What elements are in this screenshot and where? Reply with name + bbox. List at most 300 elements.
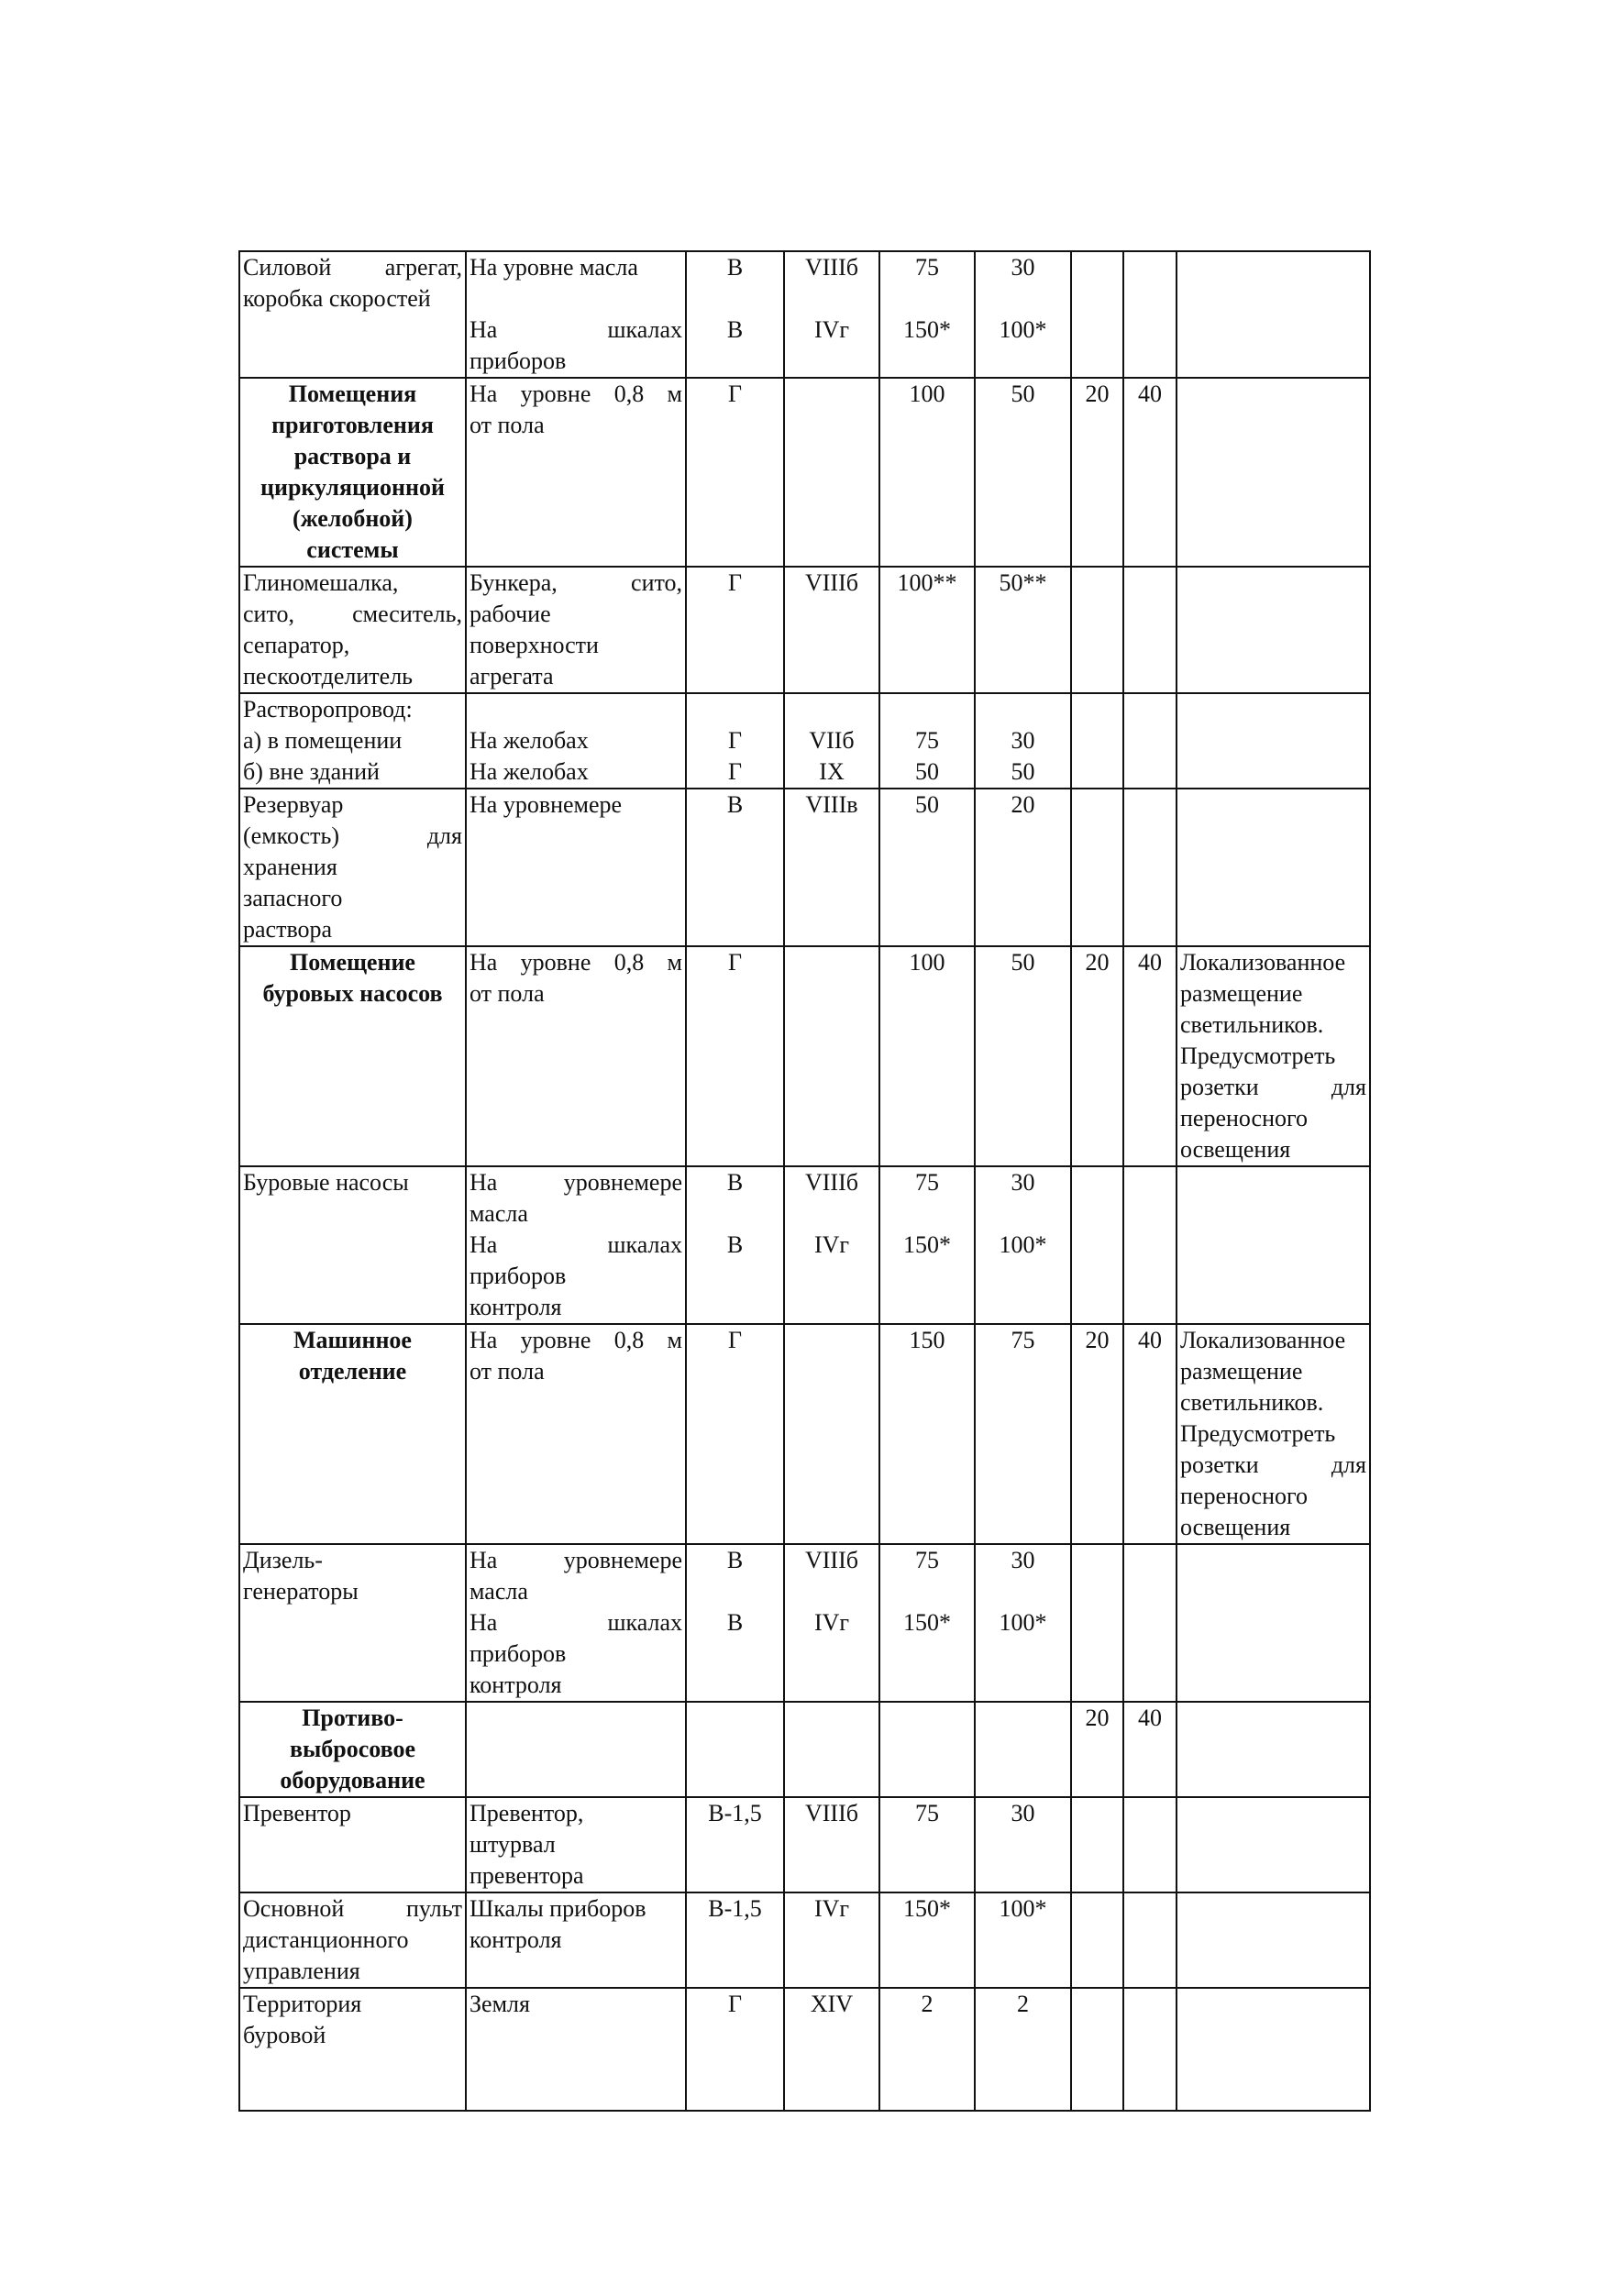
table-row [239,946,1370,1166]
lux-combined-cell-line: 150* [903,1231,951,1258]
grade-cell [784,1988,879,2111]
object-cell-line: б) вне зданий [243,758,380,785]
work-surface-cell-line: На желобах [470,727,589,754]
work-surface-cell-line: Бункера, сито, [470,569,682,596]
lux-combined-cell-line: 2 [921,1991,934,2017]
work-surface-cell-line: На уровнемере [470,1169,682,1196]
coef-2-cell [1123,1544,1177,1702]
coef-1-cell [1071,1797,1123,1892]
grade-cell-line: VIIIв [805,791,858,818]
grade-cell-line [788,379,876,410]
lux-general-cell-line: 2 [1017,1991,1029,2017]
category-cell [686,567,784,693]
lux-general-cell-line: 100* [999,1609,1047,1636]
note-cell-line: освещения [1180,1136,1291,1163]
lux-combined-cell-line [883,694,971,725]
grade-cell [784,1544,879,1702]
work-surface-cell-line: от пола [470,980,545,1007]
lux-combined-cell-line [883,1576,971,1607]
category-cell [686,1702,784,1797]
work-surface-cell-line [470,694,682,725]
object-cell-line: Дизель- [243,1547,323,1573]
coef-1-cell [1071,789,1123,946]
object-cell [239,1892,466,1988]
lux-combined-cell-line: 150* [903,1609,951,1636]
lux-combined-cell-line: 50 [915,791,939,818]
work-surface-cell [466,1892,686,1988]
work-surface-cell-line [470,283,682,314]
coef-2-cell [1123,789,1177,946]
lux-combined-cell-line [883,1703,971,1734]
work-surface-cell-line: поверхности [470,632,599,658]
lux-general-cell-line: 30 [1011,254,1035,281]
table-row [239,1892,1370,1988]
lux-combined-cell-line: 150* [903,316,951,343]
note-cell-line: розетки для [1180,1074,1366,1100]
object-cell-line: оборудование [280,1767,425,1793]
lux-general-cell-line: 75 [1011,1327,1035,1353]
lux-combined-cell-line: 50 [915,758,939,785]
note-cell-line: переносного [1180,1483,1309,1509]
lux-general-cell [975,1544,1071,1702]
lux-combined-cell-line: 75 [915,727,939,754]
lux-combined-cell-line: 75 [915,1800,939,1826]
coef-1-cell-value: 20 [1085,1705,1110,1731]
lux-combined-cell [879,1892,975,1988]
work-surface-cell [466,693,686,789]
category-cell-line [690,1198,780,1230]
lux-general-cell [975,1892,1071,1988]
note-cell-line: переносного [1180,1105,1309,1131]
object-cell [239,567,466,693]
coef-1-cell-value: 20 [1085,949,1110,976]
lux-general-cell-line [978,283,1067,314]
grade-cell-line: XIV [810,1991,854,2017]
object-cell-line: системы [306,536,399,563]
object-cell-line: Помещения [288,381,417,407]
object-cell [239,251,466,378]
category-cell-line: Г [727,1991,743,2017]
grade-cell-line: VIIб [809,727,855,754]
work-surface-cell-line: масла [470,1200,528,1227]
lux-general-cell [975,1166,1071,1324]
work-surface-cell-line: контроля [470,1294,562,1320]
note-cell-line: освещения [1180,1514,1291,1540]
work-surface-cell-line: приборов [470,1263,567,1289]
category-cell-line: Г [727,569,743,596]
object-cell [239,378,466,567]
work-surface-cell [466,378,686,567]
object-cell-line: хранения [243,854,337,880]
lux-general-cell [975,567,1071,693]
coef-1-cell-value: 20 [1085,1327,1110,1353]
coef-1-cell-value: 20 [1085,381,1110,407]
lux-combined-cell [879,946,975,1166]
work-surface-cell-line: рабочие [470,601,551,627]
lux-combined-cell [879,1988,975,2111]
table-row [239,1797,1370,1892]
lux-general-cell [975,946,1071,1166]
table-row [239,1324,1370,1544]
work-surface-cell-line: На уровнемере [470,791,623,818]
work-surface-cell [466,1702,686,1797]
work-surface-cell-line: На уровнемере [470,1547,682,1573]
lux-general-cell-line: 50 [1011,758,1035,785]
object-cell-line: Помещение [290,949,415,976]
lux-general-cell [975,1797,1071,1892]
note-cell-line: светильников. [1180,1011,1324,1038]
work-surface-cell-line: На желобах [470,758,589,785]
grade-cell [784,1324,879,1544]
coef-2-cell [1123,1797,1177,1892]
object-cell-line: (желобной) [293,505,413,532]
lux-combined-cell [879,1166,975,1324]
category-cell-line: В [726,791,744,818]
note-cell [1177,1324,1370,1544]
lux-combined-cell-line: 75 [915,1169,939,1196]
lux-combined-cell [879,1324,975,1544]
category-cell-line: В [726,316,744,343]
grade-cell-line: VIIIб [805,1547,858,1573]
table-row [239,1166,1370,1324]
grade-cell-line: IVг [813,1231,850,1258]
table-row [239,1544,1370,1702]
coef-1-cell [1071,1702,1123,1797]
object-cell-line: Силовой агрегат, [243,254,462,281]
coef-1-cell [1071,1544,1123,1702]
lux-general-cell-line [978,694,1067,725]
lux-combined-cell [879,693,975,789]
coef-2-cell [1123,567,1177,693]
coef-2-cell [1123,693,1177,789]
object-cell-line: Растворопровод: [243,696,413,723]
lux-general-cell [975,251,1071,378]
table-row [239,251,1370,378]
category-cell [686,1797,784,1892]
lux-combined-cell-line [883,1198,971,1230]
grade-cell-line [788,1325,876,1356]
lux-general-cell-line [978,1576,1067,1607]
table-row [239,789,1370,946]
work-surface-cell-line: от пола [470,1358,545,1385]
grade-cell-line: IVг [813,316,850,343]
coef-2-cell [1123,1702,1177,1797]
coef-2-cell [1123,1166,1177,1324]
coef-2-cell-value: 40 [1138,949,1162,976]
category-cell-line: В-1,5 [708,1895,762,1922]
lux-general-cell-line: 30 [1011,727,1035,754]
object-cell-line: запасного [243,885,343,911]
object-cell-line: Превентор [243,1800,351,1826]
work-surface-cell [466,1166,686,1324]
lux-general-cell [975,378,1071,567]
grade-cell [784,789,879,946]
grade-cell-line [788,283,876,314]
coef-1-cell [1071,946,1123,1166]
lux-general-cell-line [978,1198,1067,1230]
object-cell [239,1166,466,1324]
grade-cell [784,1702,879,1797]
category-cell-line: Г [727,949,743,976]
work-surface-cell-line: приборов [470,348,567,374]
work-surface-cell-line: штурвал [470,1831,556,1858]
lux-general-cell-line: 100* [999,316,1047,343]
lux-general-cell-line: 50 [1011,381,1035,407]
lux-general-cell-line: 30 [1011,1169,1035,1196]
grade-cell [784,1797,879,1892]
category-cell-line: Г [727,727,743,754]
table-body [239,251,1370,2111]
grade-cell-line [788,1576,876,1607]
work-surface-cell-line: превентора [470,1862,584,1889]
object-cell-line: Глиномешалка, [243,569,399,596]
work-surface-cell-line: На шкалах [470,1609,682,1636]
lux-general-cell-line: 50 [1011,949,1035,976]
note-cell [1177,251,1370,378]
object-cell [239,1544,466,1702]
note-cell-line: Локализованное [1180,1327,1346,1353]
category-cell [686,1892,784,1988]
table-row [239,378,1370,567]
category-cell [686,1324,784,1544]
object-cell-line: приготовления [271,412,434,438]
object-cell-line: Территория [243,1991,362,2017]
coef-2-cell [1123,946,1177,1166]
lux-combined-cell [879,378,975,567]
object-cell-line: Машинное [293,1327,412,1353]
lux-combined-cell-line: 100** [897,569,957,596]
lux-combined-cell [879,251,975,378]
table-row [239,567,1370,693]
object-cell-line: генераторы [243,1578,359,1605]
object-cell-line: буровой [243,2022,326,2048]
work-surface-cell [466,789,686,946]
note-cell-line: Предусмотреть [1180,1420,1336,1447]
lux-general-cell-line: 100* [999,1231,1047,1258]
grade-cell-line [788,694,876,725]
work-surface-cell-line: приборов [470,1640,567,1667]
object-cell [239,1702,466,1797]
category-cell [686,946,784,1166]
lux-combined-cell-line: 75 [915,254,939,281]
lux-general-cell-line: 30 [1011,1800,1035,1826]
note-cell-line: Локализованное [1180,949,1346,976]
object-cell-line: коробка скоростей [243,285,431,312]
work-surface-cell-line: На уровне 0,8 м [470,949,682,976]
grade-cell [784,693,879,789]
coef-2-cell [1123,251,1177,378]
grade-cell [784,1166,879,1324]
work-surface-cell-line: На шкалах [470,316,682,343]
lux-combined-cell [879,1702,975,1797]
category-cell-line [690,694,780,725]
object-cell-line: а) в помещении [243,727,403,754]
grade-cell-line: IVг [813,1609,850,1636]
category-cell-line: В [726,1547,744,1573]
coef-1-cell [1071,251,1123,378]
object-cell [239,1797,466,1892]
lux-combined-cell-line: 100 [909,381,945,407]
coef-2-cell-value: 40 [1138,1705,1162,1731]
lux-combined-cell [879,789,975,946]
grade-cell [784,1892,879,1988]
category-cell-line: В-1,5 [708,1800,762,1826]
lux-combined-cell [879,1544,975,1702]
category-cell [686,1988,784,2111]
note-cell [1177,1988,1370,2111]
category-cell [686,251,784,378]
object-cell-line: пескоотделитель [243,663,414,690]
coef-1-cell [1071,1166,1123,1324]
work-surface-cell-line: контроля [470,1926,562,1953]
note-cell [1177,789,1370,946]
lux-general-cell-line: 50** [999,569,1047,596]
object-cell-line: Основной пульт [243,1895,462,1922]
grade-cell-line: VIIIб [805,1169,858,1196]
note-cell [1177,1702,1370,1797]
lux-combined-cell-line: 150* [903,1895,951,1922]
work-surface-cell-line: от пола [470,412,545,438]
note-cell [1177,1797,1370,1892]
category-cell-line [690,283,780,314]
grade-cell [784,946,879,1166]
lux-combined-cell-line: 100 [909,949,945,976]
work-surface-cell-line: На шкалах [470,1231,682,1258]
work-surface-cell-line: Превентор, [470,1800,584,1826]
object-cell-line: (емкость) для [243,822,462,849]
note-cell-line: размещение [1180,1358,1303,1385]
lux-combined-cell [879,567,975,693]
grade-cell-line: VIIIб [805,1800,858,1826]
grade-cell-line [788,1198,876,1230]
table-row [239,1702,1370,1797]
object-cell-line: Противо- [302,1705,403,1731]
object-cell-line: дистанционного [243,1926,409,1953]
lux-general-cell [975,1702,1071,1797]
grade-cell-line: VIIIб [805,254,858,281]
grade-cell-line: VIIIб [805,569,858,596]
lux-general-cell [975,693,1071,789]
work-surface-cell-line: На уровне 0,8 м [470,1327,682,1353]
coef-1-cell [1071,378,1123,567]
category-cell [686,378,784,567]
note-cell-line: светильников. [1180,1389,1324,1416]
category-cell-line: В [726,1609,744,1636]
lux-general-cell-line: 20 [1011,791,1035,818]
category-cell-line [690,1576,780,1607]
coef-1-cell [1071,1324,1123,1544]
lux-combined-cell-line [883,283,971,314]
object-cell-line: раствора [243,916,333,943]
object-cell-line: Резервуар [243,791,344,818]
note-cell [1177,1544,1370,1702]
work-surface-cell-line: На уровне масла [470,254,638,281]
lux-general-cell [975,1324,1071,1544]
object-cell-line: Буровые насосы [243,1169,409,1196]
note-cell [1177,1166,1370,1324]
object-cell [239,693,466,789]
lux-general-cell-line: 100* [999,1895,1047,1922]
object-cell-line: буровых насосов [262,980,443,1007]
lux-general-cell-line [978,1703,1067,1734]
lux-general-cell-line: 30 [1011,1547,1035,1573]
coef-2-cell [1123,1892,1177,1988]
grade-cell [784,378,879,567]
coef-1-cell [1071,567,1123,693]
category-cell-line: Г [727,381,743,407]
work-surface-cell-line: Земля [470,1991,530,2017]
lux-combined-cell [879,1797,975,1892]
note-cell [1177,378,1370,567]
category-cell-line: В [726,1231,744,1258]
category-cell-line [690,1703,780,1734]
category-cell-line: В [726,1169,744,1196]
work-surface-cell [466,1324,686,1544]
category-cell-line: Г [727,1327,743,1353]
object-cell-line: отделение [298,1358,407,1385]
category-cell [686,789,784,946]
grade-cell [784,251,879,378]
object-cell-line: циркуляционной [260,474,445,501]
work-surface-cell [466,1544,686,1702]
coef-2-cell [1123,378,1177,567]
work-surface-cell [466,1797,686,1892]
lux-general-cell [975,1988,1071,2111]
coef-1-cell [1071,693,1123,789]
category-cell [686,1166,784,1324]
category-cell [686,693,784,789]
work-surface-cell-line: агрегата [470,663,554,690]
lux-combined-cell-line: 150 [909,1327,945,1353]
note-cell-line: размещение [1180,980,1303,1007]
note-cell-line: Предусмотреть [1180,1043,1336,1069]
work-surface-cell-line: На уровне 0,8 м [470,381,682,407]
coef-2-cell-value: 40 [1138,1327,1162,1353]
table-row [239,1988,1370,2111]
coef-1-cell [1071,1892,1123,1988]
work-surface-cell [466,251,686,378]
coef-2-cell [1123,1988,1177,2111]
grade-cell [784,567,879,693]
lighting-norms-table [238,250,1371,2112]
note-cell [1177,693,1370,789]
table-row [239,693,1370,789]
object-cell [239,946,466,1166]
category-cell-line: В [726,254,744,281]
object-cell-line: раствора и [293,443,412,469]
grade-cell-line: IVг [813,1895,850,1922]
work-surface-cell [466,1988,686,2111]
work-surface-cell-line: контроля [470,1672,562,1698]
work-surface-cell-line: масла [470,1578,528,1605]
lux-general-cell [975,789,1071,946]
object-cell-line: сито, смеситель, [243,601,462,627]
work-surface-cell [466,946,686,1166]
note-cell [1177,567,1370,693]
grade-cell-line [788,1703,876,1734]
object-cell-line: управления [243,1958,360,1984]
note-cell [1177,1892,1370,1988]
category-cell [686,1544,784,1702]
object-cell-line: сепаратор, [243,632,350,658]
grade-cell-line: IX [819,758,845,785]
work-surface-cell-line: Шкалы приборов [470,1895,646,1922]
object-cell [239,1988,466,2111]
work-surface-cell [466,567,686,693]
coef-2-cell [1123,1324,1177,1544]
object-cell [239,789,466,946]
lux-combined-cell-line: 75 [915,1547,939,1573]
